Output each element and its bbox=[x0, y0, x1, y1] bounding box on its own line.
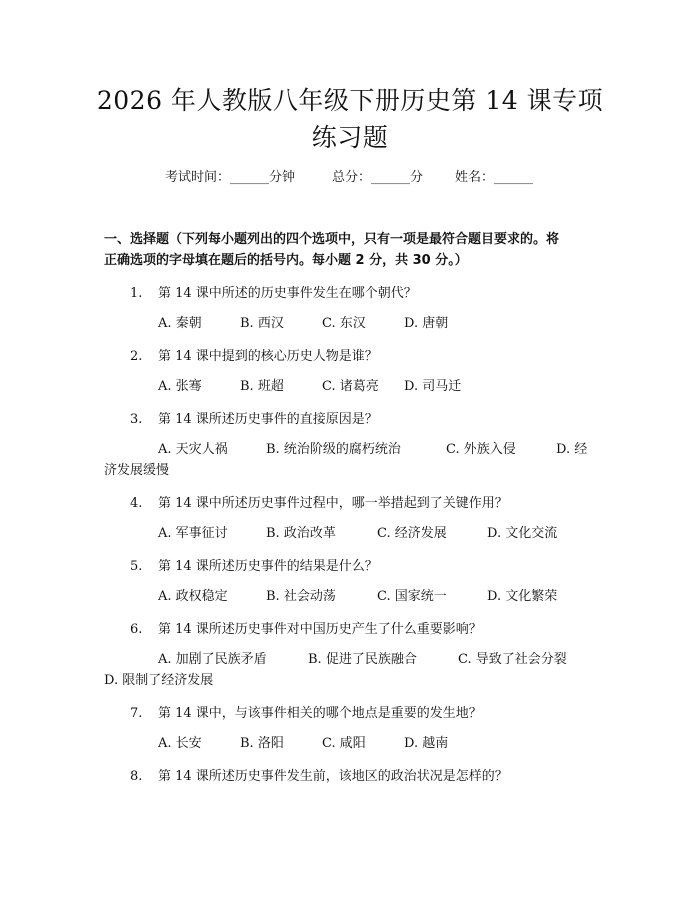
question-8 bbox=[130, 767, 508, 787]
section-heading bbox=[104, 229, 599, 271]
question-text: 第 14 课中所述的历史事件发生在哪个朝代？ bbox=[158, 286, 417, 301]
question-text: 第 14 课中所述历史事件过程中，哪一举措起到了关键作用？ bbox=[158, 496, 508, 511]
option-a: A. 加剧了民族矛盾 bbox=[158, 652, 267, 667]
exam-time-field: 考试时间：______分钟 bbox=[165, 170, 296, 185]
question-number: 1. bbox=[130, 286, 143, 301]
option-b: B. 社会动荡 bbox=[266, 589, 336, 604]
question-number: 7. bbox=[130, 706, 143, 721]
question-3 bbox=[130, 410, 378, 430]
option-d: D. 经 bbox=[556, 442, 588, 457]
option-c: C. 经济发展 bbox=[377, 526, 447, 541]
question-number: 6. bbox=[130, 622, 143, 637]
question-number: 8. bbox=[130, 769, 143, 784]
option-d: D. 司马迁 bbox=[404, 379, 462, 394]
option-a: A. 天灾人祸 bbox=[158, 442, 228, 457]
question-number: 4. bbox=[130, 496, 143, 511]
option-b: B. 促进了民族融合 bbox=[308, 652, 417, 667]
question-number: 2. bbox=[130, 349, 143, 364]
option-c: C. 咸阳 bbox=[322, 736, 366, 751]
question-text: 第 14 课中提到的核心历史人物是谁？ bbox=[158, 349, 378, 364]
question-text: 第 14 课中，与该事件相关的哪个地点是重要的发生地？ bbox=[158, 706, 482, 721]
question-text: 第 14 课所述历史事件的结果是什么？ bbox=[158, 559, 378, 574]
option-a: A. 军事征讨 bbox=[158, 526, 228, 541]
option-c: C. 导致了社会分裂 bbox=[458, 652, 567, 667]
option-a: A. 政权稳定 bbox=[158, 589, 228, 604]
section-heading-line1: 一、选择题（下列每小题列出的四个选项中，只有一项是最符合题目要求的。将 bbox=[104, 232, 560, 247]
option-d: D. 越南 bbox=[404, 736, 449, 751]
option-b: B. 统治阶级的腐朽统治 bbox=[266, 442, 401, 457]
question-number: 5. bbox=[130, 559, 143, 574]
option-c: C. 东汉 bbox=[322, 316, 366, 331]
option-b: B. 西汉 bbox=[240, 316, 284, 331]
question-4 bbox=[130, 494, 508, 514]
option-a: A. 张骞 bbox=[158, 379, 202, 394]
student-name-field: 姓名：______ bbox=[455, 170, 534, 185]
question-text: 第 14 课所述历史事件对中国历史产生了什么重要影响？ bbox=[158, 622, 482, 637]
option-d: D. 文化繁荣 bbox=[487, 589, 558, 604]
option-a: A. 秦朝 bbox=[158, 316, 202, 331]
option-a: A. 长安 bbox=[158, 736, 202, 751]
question-7 bbox=[130, 704, 482, 724]
option-c: C. 外族入侵 bbox=[446, 442, 516, 457]
option-c: C. 国家统一 bbox=[377, 589, 447, 604]
page-title-line2: 练习题 bbox=[311, 123, 389, 152]
option-b: B. 班超 bbox=[240, 379, 284, 394]
question-5 bbox=[130, 557, 378, 577]
option-c: C. 诸葛亮 bbox=[322, 379, 379, 394]
total-score-field: 总分：______分 bbox=[332, 170, 424, 185]
option-d: D. 唐朝 bbox=[404, 316, 449, 331]
option-d: D. 文化交流 bbox=[487, 526, 558, 541]
question-number: 3. bbox=[130, 412, 143, 427]
option-b: B. 政治改革 bbox=[266, 526, 336, 541]
section-heading-line2: 正确选项的字母填在题后的括号内。每小题 2 分，共 30 分。） bbox=[104, 253, 468, 268]
question-text: 第 14 课所述历史事件发生前，该地区的政治状况是怎样的？ bbox=[158, 769, 508, 784]
page-title-line1: 2026 年人教版八年级下册历史第 14 课专项 bbox=[96, 86, 604, 115]
question-2 bbox=[130, 347, 378, 367]
option-b: B. 洛阳 bbox=[240, 736, 284, 751]
question-3-option-d-continued: 济发展缓慢 bbox=[104, 463, 170, 478]
question-6-option-d: D. 限制了经济发展 bbox=[104, 673, 214, 688]
question-1 bbox=[130, 284, 417, 304]
question-6 bbox=[130, 620, 482, 640]
question-text: 第 14 课所述历史事件的直接原因是？ bbox=[158, 412, 378, 427]
